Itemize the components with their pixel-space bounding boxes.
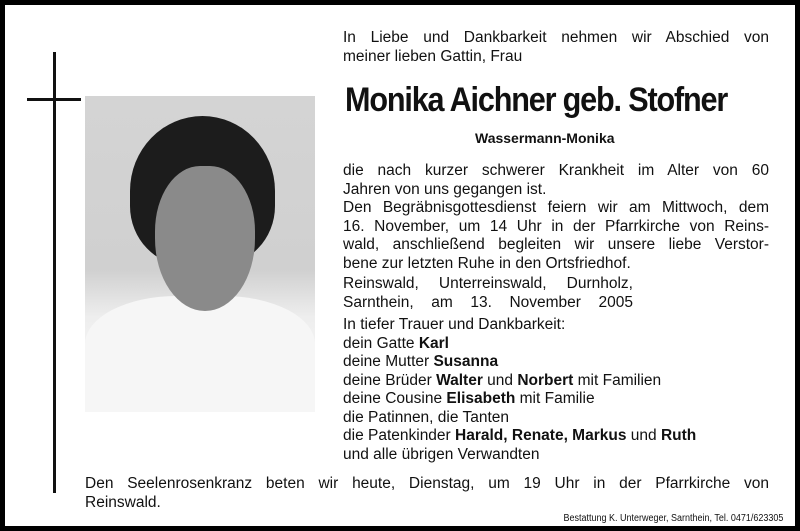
text-line: Reinswald, Unterreinswald, Durnholz,: [343, 275, 633, 292]
text-segment: die Patenkinder: [343, 427, 456, 444]
text-segment: deine Mutter: [343, 353, 434, 370]
text-segment: Susanna: [433, 353, 499, 370]
cross-icon: [53, 52, 56, 493]
mourner: [343, 372, 696, 391]
text-line: Reinswald.: [85, 493, 161, 511]
text-segment: Norbert: [517, 371, 574, 389]
text-segment: dein Gatte: [343, 334, 419, 352]
mourner: [343, 390, 696, 409]
rosary-text: [85, 475, 769, 512]
portrait-photo: [85, 96, 315, 412]
mourner: [343, 409, 696, 428]
text-segment: Karl: [418, 334, 449, 352]
photo-face: [155, 166, 255, 311]
text-segment: und: [482, 371, 518, 389]
mourner: [343, 353, 696, 372]
text-segment: deine Brüder: [343, 371, 437, 389]
text-segment: und: [626, 427, 661, 444]
mourners-intro: In tiefer Trauer und Dankbarkeit:: [343, 316, 566, 333]
text-line: 16. November, um 14 Uhr in der Pfarrkirche von Reins-: [343, 217, 769, 235]
mourner: [343, 446, 696, 465]
text-line: Jahren von uns gegangen ist.: [343, 180, 547, 198]
text-segment: Walter: [436, 371, 483, 389]
text-segment: die Patinnen, die Tanten: [343, 408, 510, 426]
text-segment: Harald, Renate, Markus: [455, 427, 627, 444]
mourner: [343, 335, 696, 354]
mourners-list: [343, 316, 696, 464]
obituary-notice: [5, 5, 795, 526]
funeral-text: [343, 199, 769, 273]
cross-icon-bar: [27, 98, 81, 101]
photo-shirt: [85, 296, 315, 412]
text-line: bene zur letzten Ruhe in den Ortsfriedhof.: [343, 254, 631, 272]
text-line: die nach kurzer schwerer Krankheit im Alter von 60: [343, 162, 769, 179]
death-text: [343, 162, 769, 199]
intro-text: [343, 29, 769, 66]
intro-line: In Liebe und Dankbarkeit nehmen wir Abschied von: [343, 29, 769, 46]
nickname: Wassermann-Monika: [475, 130, 615, 146]
intro-line: meiner lieben Gattin, Frau: [343, 47, 523, 65]
mourner: [343, 427, 696, 446]
text-segment: und alle übrigen Verwandten: [343, 445, 540, 463]
text-line: Den Seelenrosenkranz beten wir heute, Dienstag, um 19 Uhr in der Pfarrkirche von: [85, 475, 769, 492]
text-segment: Elisabeth: [446, 390, 516, 407]
text-segment: deine Cousine: [343, 390, 447, 407]
text-line: Sarnthein, am 13. November 2005: [343, 293, 633, 311]
text-line: Den Begräbnisgottesdienst feiern wir am Mittwoch, dem: [343, 199, 769, 216]
text-segment: Ruth: [660, 427, 697, 444]
text-segment: mit Familien: [573, 371, 662, 389]
text-segment: mit Familie: [515, 390, 595, 407]
place-date: [343, 275, 633, 312]
text-line: wald, anschließend begleiten wir unsere liebe Verstor-: [343, 236, 769, 253]
deceased-name: Monika Aichner geb. Stofner: [345, 81, 728, 119]
funeral-home-footer: Bestattung K. Unterweger, Sarnthein, Tel. 0471/623305: [563, 513, 783, 524]
